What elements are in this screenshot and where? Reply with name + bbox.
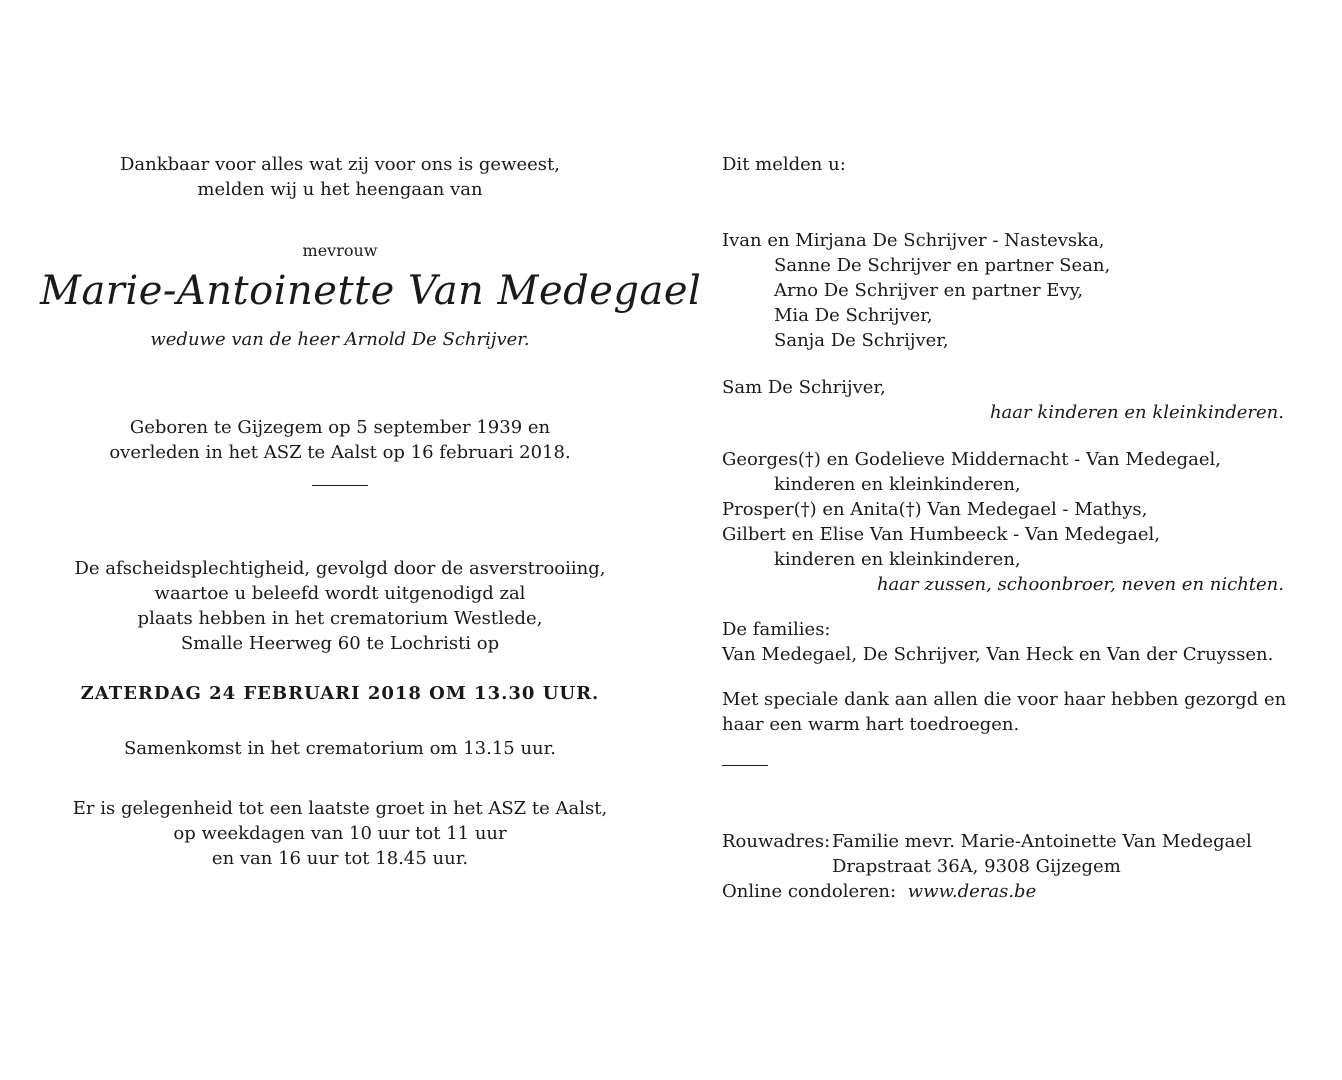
address-line-2: Drapstraat 36A, 9308 Gijzegem — [832, 856, 1121, 877]
thanks-line-1: Met speciale dank aan allen die voor haar hebben gezorgd en — [722, 689, 1287, 710]
intro-line-1: Dankbaar voor alles wat zij voor ons is geweest, — [120, 154, 560, 175]
deceased-name: Marie-Antoinette Van Medegael — [40, 268, 702, 314]
farewell-line-1: Er is gelegenheid tot een laatste groet in het ASZ te Aalst, — [72, 798, 608, 819]
grandchild-4: Sanja De Schrijver, — [774, 330, 949, 351]
address-label: Rouwadres: — [722, 831, 831, 852]
ceremony-date: ZATERDAG 24 FEBRUARI 2018 OM 13.30 UUR. — [80, 683, 600, 704]
online-url[interactable]: www.deras.be — [907, 881, 1037, 902]
sibling-gilbert-sub: kinderen en kleinkinderen, — [774, 549, 1021, 570]
announce-line: Dit melden u: — [722, 154, 846, 175]
gathering-line: Samenkomst in het crematorium om 13.15 uur. — [123, 738, 557, 759]
left-column — [40, 152, 702, 871]
families-label: De families: — [722, 619, 831, 640]
sibling-prosper: Prosper(†) en Anita(†) Van Medegael - Mathys, — [722, 499, 1148, 520]
address-row-1 — [722, 829, 1284, 854]
family-sam: Sam De Schrijver, — [722, 377, 886, 398]
farewell-line-2: op weekdagen van 10 uur tot 11 uur — [173, 823, 507, 844]
family-head-ivan: Ivan en Mirjana De Schrijver - Nastevska, — [722, 230, 1105, 251]
birth-line-1: Geboren te Gijzegem op 5 september 1939 en — [129, 417, 551, 438]
online-label: Online condoleren: — [722, 881, 897, 902]
online-row — [722, 879, 1284, 904]
ceremony-line-2: waartoe u beleefd wordt uitgenodigd zal — [154, 583, 526, 604]
birth-line-2: overleden in het ASZ te Aalst op 16 februari 2018. — [109, 442, 571, 463]
ceremony-line-1: De afscheidsplechtigheid, gevolgd door de asverstrooiing, — [74, 558, 606, 579]
role-children: haar kinderen en kleinkinderen. — [989, 402, 1284, 423]
sibling-georges: Georges(†) en Godelieve Middernacht - Van Medegael, — [722, 449, 1221, 470]
grandchild-3: Mia De Schrijver, — [774, 305, 933, 326]
thanks-line-2: haar een warm hart toedroegen. — [722, 714, 1020, 735]
ceremony-line-4: Smalle Heerweg 60 te Lochristi op — [180, 633, 500, 654]
sibling-georges-sub: kinderen en kleinkinderen, — [774, 474, 1021, 495]
address-row-2 — [722, 854, 1284, 879]
intro-line-2: melden wij u het heengaan van — [197, 179, 483, 200]
families-list: Van Medegael, De Schrijver, Van Heck en Van der Cruyssen. — [722, 644, 1274, 665]
title-mevrouw: mevrouw — [302, 241, 378, 260]
farewell-line-3: en van 16 uur tot 18.45 uur. — [211, 848, 469, 869]
ceremony-line-3: plaats hebben in het crematorium Westlede, — [137, 608, 543, 629]
sibling-gilbert: Gilbert en Elise Van Humbeeck - Van Medegael, — [722, 524, 1160, 545]
right-column — [722, 152, 1287, 904]
grandchild-2: Arno De Schrijver en partner Evy, — [774, 280, 1084, 301]
address-line-1: Familie mevr. Marie-Antoinette Van Medegael — [832, 831, 1252, 852]
role-siblings: haar zussen, schoonbroer, neven en nichten. — [876, 574, 1284, 595]
widow-line: weduwe van de heer Arnold De Schrijver. — [150, 329, 530, 350]
grandchild-1: Sanne De Schrijver en partner Sean, — [774, 255, 1111, 276]
